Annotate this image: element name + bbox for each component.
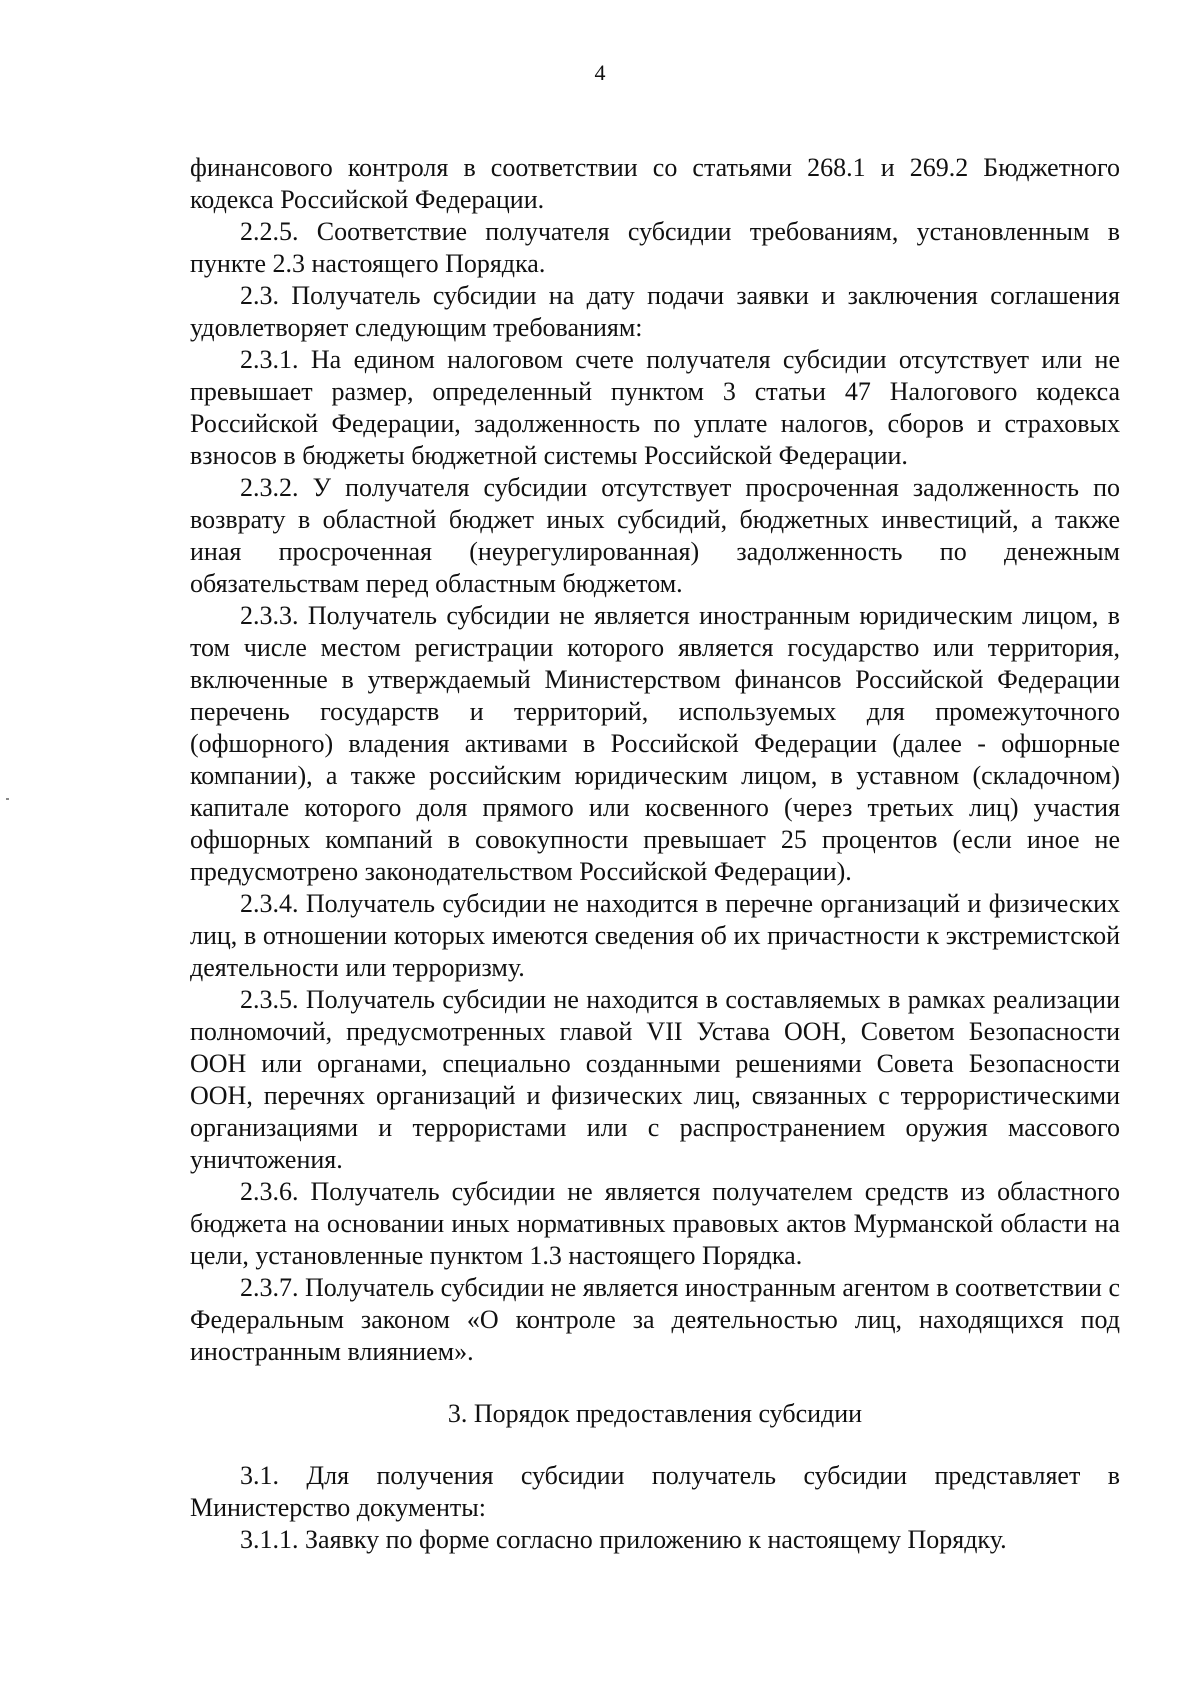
document-body xyxy=(190,152,1120,1556)
section-heading: 3. Порядок предоставления субсидии xyxy=(447,1399,863,1428)
paragraph-2-2-5: 2.2.5. Соответствие получателя субсидии требованиям, установленным в пункте 2.3 настоящего Порядка. xyxy=(190,217,1120,278)
paragraph-2-3: 2.3. Получатель субсидии на дату подачи заявки и заключения соглашения удовлетворяет следующим требованиям: xyxy=(190,281,1120,342)
page-number: 4 xyxy=(594,60,606,85)
paragraph-2-3-5: 2.3.5. Получатель субсидии не находится в составляемых в рамках реализации полномочий, предусмотренных главой VII Устава ООН, Советом Безопасности ООН или органами, специально созданными решениями Совета Безопасности ООН, перечнях организаций и физических лиц, связанных с террористическими организациями и террористами или с распространением оружия массового уничтожения. xyxy=(190,985,1120,1174)
scan-edge-mark xyxy=(6,798,9,800)
paragraph-3-1-1: 3.1.1. Заявку по форме согласно приложению к настоящему Порядку. xyxy=(240,1525,1007,1554)
paragraph-2-3-6: 2.3.6. Получатель субсидии не является получателем средств из областного бюджета на основании иных нормативных правовых актов Мурманской области на цели, установленные пунктом 1.3 настоящего Порядка. xyxy=(190,1177,1120,1270)
paragraph-2-3-3: 2.3.3. Получатель субсидии не является иностранным юридическим лицом, в том числе местом регистрации которого является государство или территория, включенные в утверждаемый Министерством финансов Российской Федерации перечень государств и территорий, используемых для промежуточного (офшорного) владения активами в Российской Федерации (далее - офшорные компании), а также российским юридическим лицом, в уставном (складочном) капитале которого доля прямого или косвенного (через третьих лиц) участия офшорных компаний в совокупности превышает 25 процентов (если иное не предусмотрено законодательством Российской Федерации). xyxy=(190,601,1120,886)
paragraph-2-3-2: 2.3.2. У получателя субсидии отсутствует просроченная задолженность по возврату в областной бюджет иных субсидий, бюджетных инвестиций, а также иная просроченная (неурегулированная) задолженность по денежным обязательствам перед областным бюджетом. xyxy=(190,473,1120,598)
paragraph-continuation: финансового контроля в соответствии со статьями 268.1 и 269.2 Бюджетного кодекса Российской Федерации. xyxy=(190,153,1120,214)
paragraph-2-3-1: 2.3.1. На едином налоговом счете получателя субсидии отсутствует или не превышает размер, определенный пунктом 3 статьи 47 Налогового кодекса Российской Федерации, задолженность по уплате налогов, сборов и страховых взносов в бюджеты бюджетной системы Российской Федерации. xyxy=(190,345,1120,470)
paragraph-2-3-4: 2.3.4. Получатель субсидии не находится в перечне организаций и физических лиц, в отношении которых имеются сведения об их причастности к экстремистской деятельности или терроризму. xyxy=(190,889,1120,982)
paragraph-3-1: 3.1. Для получения субсидии получатель субсидии представляет в Министерство документы: xyxy=(190,1461,1120,1522)
paragraph-2-3-7: 2.3.7. Получатель субсидии не является иностранным агентом в соответствии с Федеральным законом «О контроле за деятельностью лиц, находящихся под иностранным влиянием». xyxy=(190,1273,1120,1366)
